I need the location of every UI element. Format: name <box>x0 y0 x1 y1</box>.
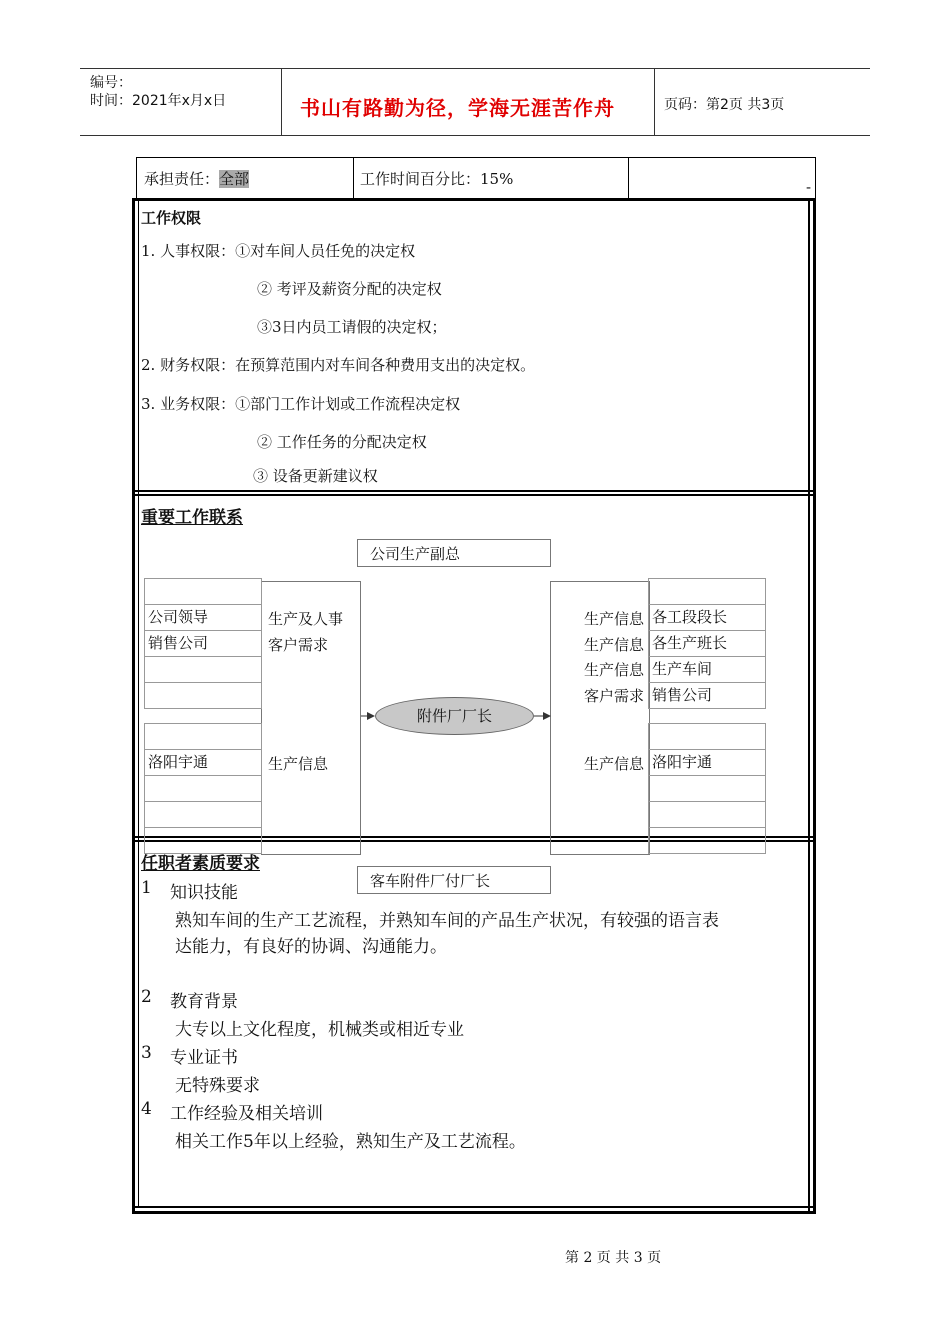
frame-left <box>132 198 135 1214</box>
qual-item-4-num: 4 <box>141 1099 152 1119</box>
authority-line-3: ③3日内员工请假的决定权； <box>257 318 447 336</box>
left-cell <box>144 682 262 709</box>
right-cell <box>648 775 766 802</box>
qual-item-3-body-1: 无特殊要求 <box>175 1076 260 1096</box>
center-label: 附件厂厂长 <box>416 707 492 725</box>
frame-right-outer <box>813 198 816 1214</box>
top-row-left <box>136 157 137 198</box>
left-label: 生产信息 <box>268 755 329 773</box>
header-divider-1 <box>281 68 282 136</box>
top-row-div1 <box>353 157 354 198</box>
time-percent: 工作时间百分比：15% <box>360 170 514 188</box>
responsibility-value: 全部 <box>219 170 250 188</box>
right-cell <box>648 827 766 854</box>
time-label: 时间：2021年x月x日 <box>90 93 227 109</box>
top-row-right <box>815 157 816 198</box>
right-label: 生产信息 <box>584 636 645 654</box>
authority-line-6: ② 工作任务的分配决定权 <box>257 433 427 451</box>
left-cell <box>144 723 262 750</box>
corner-mark: - <box>806 178 812 196</box>
left-cell <box>144 656 262 683</box>
responsibility-label: 承担责任： <box>144 170 220 188</box>
top-row-top-rule <box>136 157 816 158</box>
right-label: 生产信息 <box>584 610 645 628</box>
page-footer: 第 2 页 共 3 页 <box>565 1250 662 1266</box>
responsibility-field <box>144 168 249 189</box>
top-box-label: 公司生产副总 <box>370 545 461 563</box>
left-cell <box>144 801 262 828</box>
bottom-box <box>357 866 551 894</box>
qual-item-2-heading: 教育背景 <box>170 992 238 1012</box>
qual-item-3-num: 3 <box>141 1043 152 1063</box>
left-cell: 洛阳宇通 <box>144 749 262 776</box>
sep-authority-1 <box>132 490 816 492</box>
left-cell: 公司领导 <box>144 604 262 631</box>
qual-item-3-heading: 专业证书 <box>170 1048 238 1068</box>
authority-title: 工作权限 <box>141 209 202 227</box>
sep-authority-2 <box>132 494 816 496</box>
bottom-box-label: 客车附件厂付厂长 <box>370 872 491 890</box>
left-cell <box>144 775 262 802</box>
sep-bottom-1 <box>132 1206 816 1208</box>
center-ellipse <box>375 697 534 735</box>
frame-right-inner <box>808 198 810 1214</box>
number-label: 编号： <box>90 75 132 91</box>
header-bottom-rule <box>80 135 870 136</box>
qualifications-title: 任职者素质要求 <box>141 854 260 874</box>
right-label: 生产信息 <box>584 661 645 679</box>
right-cell <box>648 578 766 605</box>
sep-top <box>132 198 816 201</box>
relations-title: 重要工作联系 <box>141 508 243 528</box>
right-label: 生产信息 <box>584 755 645 773</box>
qual-item-4-heading: 工作经验及相关培训 <box>170 1104 323 1124</box>
authority-line-4: 2. 财务权限：在预算范围内对车间各种费用支出的决定权。 <box>141 356 536 374</box>
qual-item-2-num: 2 <box>141 987 152 1007</box>
qual-item-1-body-1: 熟知车间的生产工艺流程，并熟知车间的产品生产状况，有较强的语言表 <box>175 911 719 931</box>
qual-item-1-heading: 知识技能 <box>170 883 238 903</box>
frame-left-inner <box>138 198 139 1208</box>
motto: 书山有路勤为径，学海无涯苦作舟 <box>300 96 615 120</box>
top-row-div2 <box>628 157 629 198</box>
left-cell <box>144 578 262 605</box>
right-cell: 洛阳宇通 <box>648 749 766 776</box>
right-cell <box>648 801 766 828</box>
page-info: 页码：第2页 共3页 <box>664 97 785 113</box>
authority-line-7: ③ 设备更新建议权 <box>253 467 378 485</box>
right-cell: 各生产班长 <box>648 630 766 657</box>
authority-line-5: 3. 业务权限：①部门工作计划或工作流程决定权 <box>141 395 461 413</box>
top-box <box>357 539 551 567</box>
sep-bottom-2 <box>132 1211 816 1214</box>
left-label: 客户需求 <box>268 636 329 654</box>
authority-line-1: 1. 人事权限：①对车间人员任免的决定权 <box>141 242 416 260</box>
right-cell: 生产车间 <box>648 656 766 683</box>
right-label: 客户需求 <box>584 687 645 705</box>
right-cell: 各工段段长 <box>648 604 766 631</box>
authority-line-2: ② 考评及薪资分配的决定权 <box>257 280 442 298</box>
left-cell: 销售公司 <box>144 630 262 657</box>
qual-item-1-body-2: 达能力，有良好的协调、沟通能力。 <box>175 937 447 957</box>
left-label: 生产及人事 <box>268 610 344 628</box>
header-top-rule <box>80 68 870 69</box>
right-cell: 销售公司 <box>648 682 766 709</box>
right-cell <box>648 723 766 750</box>
qual-item-1-num: 1 <box>141 878 152 898</box>
qual-item-4-body-1: 相关工作5年以上经验，熟知生产及工艺流程。 <box>175 1132 526 1152</box>
header-divider-2 <box>654 68 655 136</box>
qual-item-2-body-1: 大专以上文化程度，机械类或相近专业 <box>175 1020 464 1040</box>
